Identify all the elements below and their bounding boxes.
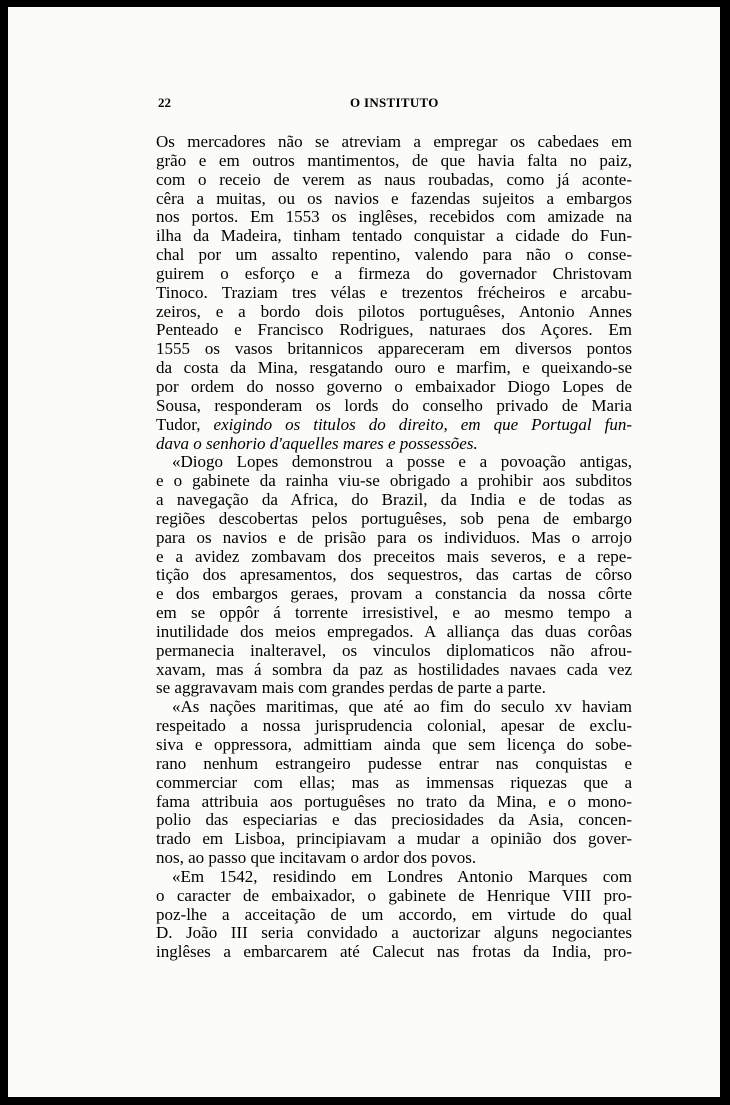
text-line bbox=[156, 416, 632, 435]
text-line: polio das especiarias e das preciosidades da Asia, concen- bbox=[156, 810, 632, 830]
text-line: respeitado a nossa jurisprudencia colonial, apesar de exclu- bbox=[156, 716, 632, 736]
text-line: com o receio de verem as naus roubadas, como já aconte- bbox=[156, 169, 632, 189]
text-line: regiões descobertas pelos portuguêses, sob pena de embargo bbox=[156, 508, 632, 528]
text-line: para os navios e de prisão para os individuos. Mas o arrojo bbox=[156, 527, 632, 547]
text-segment: Tudor, bbox=[156, 414, 214, 434]
text-line: nos, ao passo que incitavam o ardor dos povos. bbox=[156, 848, 477, 868]
text-line: e o gabinete da rainha viu-se obrigado a prohibir aos subditos bbox=[156, 471, 632, 491]
book-page bbox=[8, 7, 720, 1097]
text-line: permanecia inalteravel, os vinculos diplomaticos não afrou- bbox=[156, 640, 632, 660]
text-line: cêra a muitas, ou os navios e fazendas sujeitos a embargos bbox=[156, 188, 632, 208]
text-line: e dos embargos geraes, provam a constancia da nossa côrte bbox=[156, 584, 632, 604]
text-line: Penteado e Francisco Rodrigues, naturaes dos Açores. Em bbox=[156, 320, 632, 340]
text-line: zeiros, e a bordo dois pilotos portuguêses, Antonio Annes bbox=[156, 301, 632, 321]
text-line: e a avidez zombavam dos preceitos mais severos, e a repe- bbox=[156, 546, 632, 566]
text-line: «Em 1542, residindo em Londres Antonio Marques com bbox=[172, 866, 632, 886]
text-line: 1555 os vasos britannicos appareceram em diversos pontos bbox=[156, 339, 632, 359]
text-line: inglêses a embarcarem até Calecut nas frotas da India, pro- bbox=[156, 942, 632, 962]
text-line: tição dos apresamentos, dos sequestros, das cartas de côrso bbox=[156, 565, 632, 585]
text-line: commerciar com ellas; mas as immensas riquezas que a bbox=[156, 772, 632, 792]
text-line: o caracter de embaixador, o gabinete de Henrique VIII pro- bbox=[156, 885, 632, 905]
text-line: em se oppôr á torrente irresistivel, e ao mesmo tempo a bbox=[156, 603, 632, 623]
text-line: «Diogo Lopes demonstrou a posse e a povoação antigas, bbox=[172, 452, 632, 472]
text-line: inutilidade dos meios empregados. A alliança das duas corôas bbox=[156, 621, 632, 641]
text-line: fama attribuia aos portuguêses no trato da Mina, e o mono- bbox=[156, 791, 632, 811]
text-line: da costa da Mina, resgatando ouro e marfim, e queixando-se bbox=[156, 358, 632, 378]
text-line: ilha da Madeira, tinham tentado conquistar a cidade do Fun- bbox=[156, 226, 632, 246]
text-line: Os mercadores não se atreviam a empregar os cabedaes em bbox=[156, 132, 632, 151]
text-line: D. João III seria convidado a auctorizar alguns negociantes bbox=[156, 923, 632, 943]
text-line: chal por um assalto repentino, valendo para não o conse- bbox=[156, 245, 632, 265]
text-line: siva e oppressora, admittiam ainda que sem licença do sobe- bbox=[156, 735, 632, 754]
italic-text-line: dava o senhorio d'aquelles mares e possessões. bbox=[156, 433, 478, 453]
text-line: Sousa, responderam os lords do conselho privado de Maria bbox=[156, 395, 632, 415]
text-line: xavam, mas á sombra da paz as hostilidades navaes cada vez bbox=[156, 659, 632, 679]
text-line: «As nações maritimas, que até ao fim do seculo xv haviam bbox=[172, 697, 632, 717]
running-title: O INSTITUTO bbox=[350, 95, 439, 110]
text-line: Tinoco. Traziam tres vélas e trezentos frécheiros e arcabu- bbox=[156, 282, 632, 302]
text-line: grão e em outros mantimentos, de que havia falta no paiz, bbox=[156, 150, 632, 170]
page-number: 22 bbox=[158, 95, 171, 110]
text-line: guirem o esforço e a firmeza do governador Christovam bbox=[156, 263, 632, 283]
running-header bbox=[158, 95, 638, 115]
text-line: rano nenhum estrangeiro pudesse entrar nas conquistas e bbox=[156, 753, 632, 773]
body-text bbox=[156, 133, 632, 962]
text-line: nos portos. Em 1553 os inglêses, recebidos com amizade na bbox=[156, 207, 632, 227]
text-line: se aggravavam mais com grandes perdas de parte a parte. bbox=[156, 678, 546, 698]
text-line: por ordem do nosso governo o embaixador Diogo Lopes de bbox=[156, 376, 632, 396]
italic-text-segment: exigindo os titulos do direito, em que Portugal fun- bbox=[213, 414, 632, 434]
text-line: poz-lhe a acceitação de um accordo, em virtude do qual bbox=[156, 904, 632, 924]
text-line: trado em Lisboa, principiavam a mudar a opinião dos gover- bbox=[156, 829, 632, 849]
text-line: a navegação da Africa, do Brazil, da India e de todas as bbox=[156, 490, 632, 510]
